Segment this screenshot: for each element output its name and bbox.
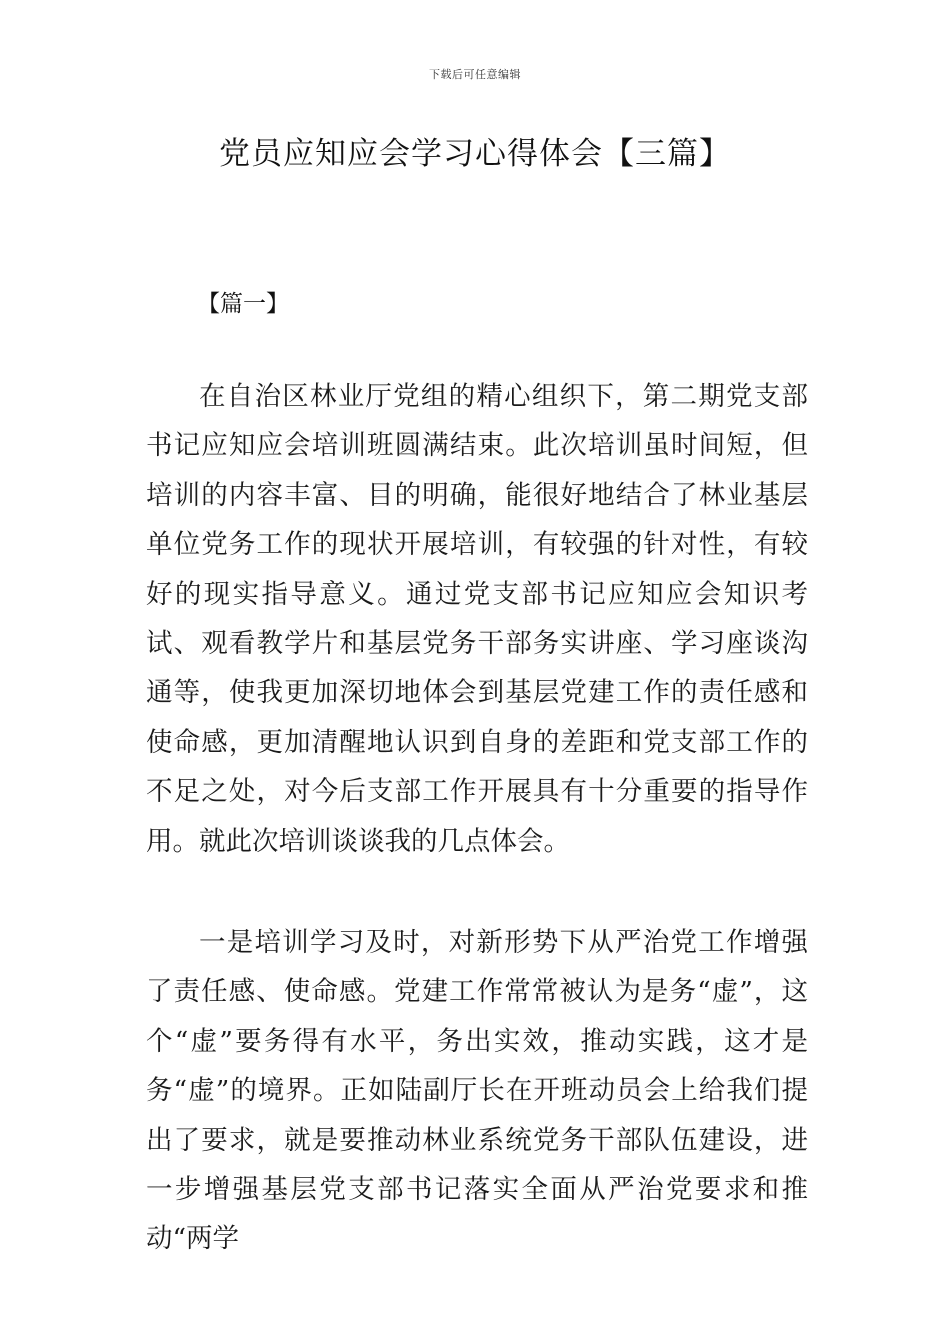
section-heading: 【篇一】 bbox=[197, 291, 289, 317]
body-paragraph-1: 在自治区林业厅党组的精心组织下，第二期党支部书记应知应会培训班圆满结束。此次培训虽时间短，但培训的内容丰富、目的明确，能很好地结合了林业基层单位党务工作的现状开展培训，有较强的针对性，有较好的现实指导意义。通过党支部书记应知应会知识考试、观看教学片和基层党务干部务实讲座、学习座谈沟通等，使我更加深切地体会到基层党建工作的责任感和使命感，更加清醒地认识到自身的差距和党支部工作的不足之处，对今后支部工作开展具有十分重要的指导作用。就此次培训谈谈我的几点体会。 bbox=[146, 381, 808, 857]
header-note: 下载后可任意编辑 bbox=[429, 68, 521, 81]
body-paragraph-2: 一是培训学习及时，对新形势下从严治党工作增强了责任感、使命感。党建工作常常被认为是务“虚”，这个“虚”要务得有水平，务出实效，推动实践，这才是务“虚”的境界。正如陆副厅长在开班动员会上给我们提出了要求，就是要推动林业系统党务干部队伍建设，进一步增强基层党支部书记落实全面从严治党要求和推动“两学 bbox=[146, 927, 808, 1255]
document-title: 党员应知应会学习心得体会【三篇】 bbox=[219, 136, 731, 172]
